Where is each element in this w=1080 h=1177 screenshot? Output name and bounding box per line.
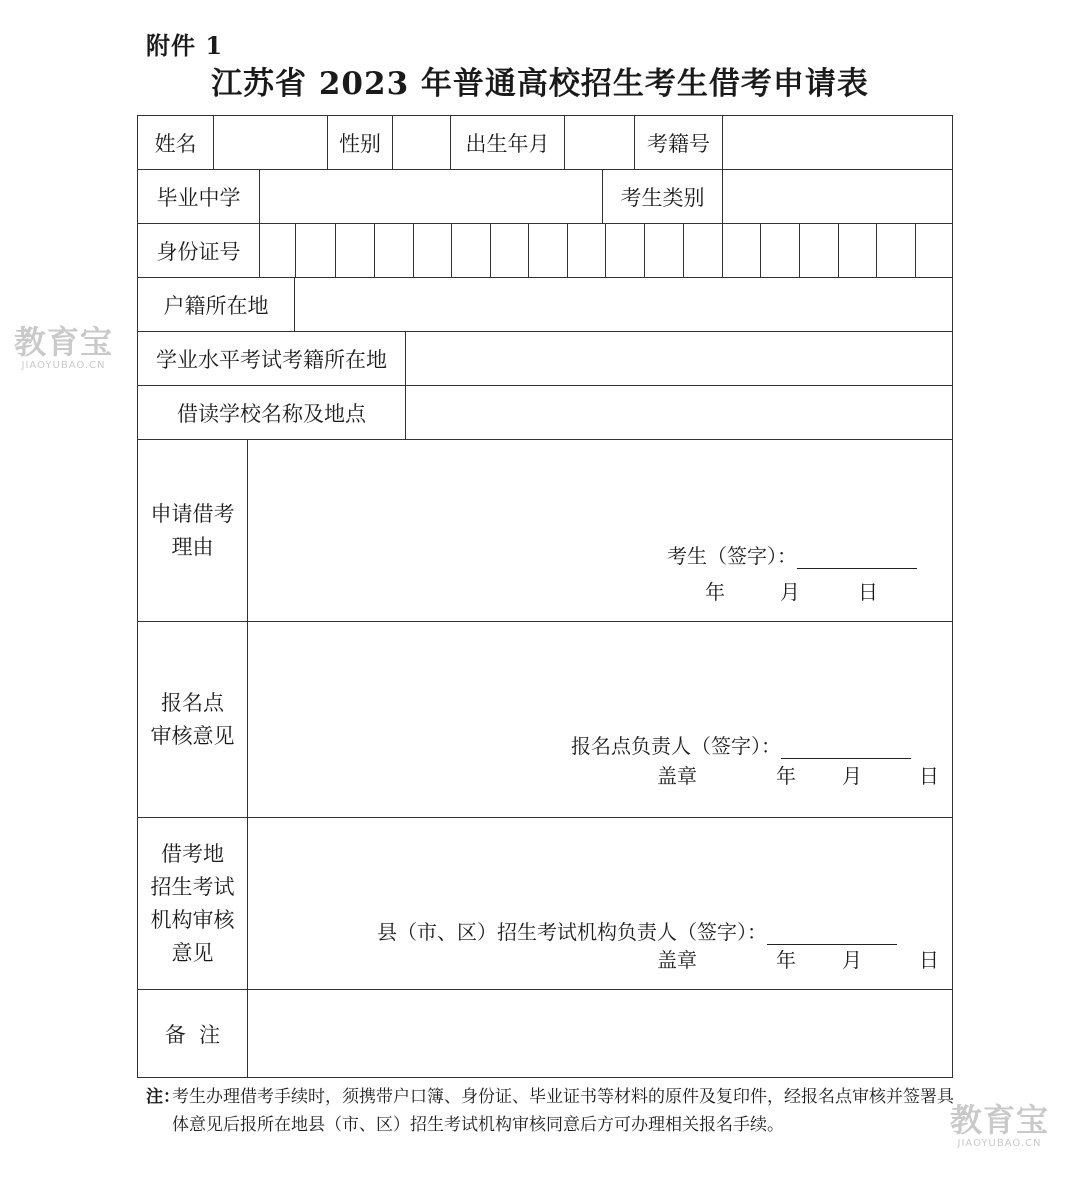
category-label: 考生类别 (603, 170, 723, 223)
id-digit-box[interactable] (800, 224, 839, 277)
row-household (138, 278, 952, 332)
name-label: 姓名 (138, 116, 214, 169)
id-digit-box[interactable] (877, 224, 916, 277)
exam-office-signature-line[interactable] (767, 922, 897, 945)
applicant-signature (667, 540, 917, 569)
exam-office-day: 日 (919, 948, 939, 972)
id-digit-box[interactable] (568, 224, 606, 277)
watermark-domain: JIAOYUBAO.CN (957, 1138, 1042, 1149)
row-exam-office-review (138, 818, 952, 990)
exam-no-field[interactable] (723, 116, 952, 169)
id-digit-box[interactable] (336, 224, 375, 277)
row-school (138, 170, 952, 224)
exam-office-label-line3: 机构审核 (150, 907, 235, 932)
registration-signature-label: 报名点负责人（签字）： (571, 734, 781, 758)
exam-office-month: 月 (842, 948, 862, 972)
registration-year: 年 (776, 764, 796, 788)
academic-registry-label: 学业水平考试考籍所在地 (138, 332, 406, 385)
applicant-signature-label: 考生（签字）： (667, 544, 797, 568)
reason-label-line1: 申请借考 (150, 501, 235, 526)
birth-field[interactable] (565, 116, 635, 169)
id-digit-box[interactable] (529, 224, 568, 277)
id-digit-box[interactable] (296, 224, 336, 277)
reason-label-line2: 理由 (171, 534, 214, 559)
id-digit-box[interactable] (839, 224, 877, 277)
id-number-label: 身份证号 (138, 224, 260, 277)
reason-field[interactable] (248, 440, 952, 621)
id-digit-box[interactable] (491, 224, 529, 277)
id-digit-box[interactable] (375, 224, 414, 277)
registration-label-line2: 审核意见 (150, 723, 235, 748)
exam-office-label-line2: 招生考试 (150, 874, 235, 899)
watermark-domain: JIAOYUBAO.CN (21, 360, 106, 371)
row-borrow-school (138, 386, 952, 440)
id-digit-box[interactable] (723, 224, 761, 277)
remarks-label: 备 注 (138, 990, 248, 1077)
row-registration-review (138, 622, 952, 818)
registration-signature (571, 730, 911, 759)
registration-day: 日 (919, 764, 939, 788)
id-digit-box[interactable] (606, 224, 645, 277)
reason-label (138, 440, 248, 621)
registration-month: 月 (842, 764, 862, 788)
name-field[interactable] (214, 116, 328, 169)
registration-signature-line[interactable] (781, 736, 911, 759)
exam-office-signature (377, 916, 897, 945)
row-remarks (138, 990, 952, 1077)
registration-seal: 盖章 (657, 764, 697, 788)
row-academic-registry (138, 332, 952, 386)
exam-office-label-line4: 意见 (171, 940, 214, 965)
footnote (146, 1083, 956, 1135)
category-field[interactable] (723, 170, 952, 223)
watermark-brand: 教育宝 (950, 1101, 1050, 1139)
exam-no-label: 考籍号 (635, 116, 723, 169)
reason-month: 月 (780, 580, 800, 604)
exam-office-label-line1: 借考地 (161, 841, 224, 866)
reason-day: 日 (858, 580, 878, 604)
household-field[interactable] (295, 278, 952, 331)
id-digit-box[interactable] (452, 224, 491, 277)
id-digit-box[interactable] (260, 224, 296, 277)
row-reason (138, 440, 952, 622)
exam-office-signature-label: 县（市、区）招生考试机构负责人（签字）： (377, 920, 767, 944)
footnote-text: 考生办理借考手续时，须携带户口簿、身份证、毕业证书等材料的原件及复印件，经报名点审核并签署具体意见后报所在地县（市、区）招生考试机构审核同意后方可办理相关报名手续。 (172, 1087, 954, 1135)
id-digit-box[interactable] (414, 224, 452, 277)
borrow-school-field[interactable] (406, 386, 952, 439)
remarks-field[interactable] (248, 990, 952, 1077)
exam-office-seal: 盖章 (657, 948, 697, 972)
application-form (137, 115, 953, 1078)
watermark-brand: 教育宝 (14, 323, 114, 361)
gender-label: 性别 (328, 116, 393, 169)
gender-field[interactable] (393, 116, 451, 169)
reason-year: 年 (705, 580, 725, 604)
id-digit-box[interactable] (684, 224, 723, 277)
row-id-number (138, 224, 952, 278)
school-label: 毕业中学 (138, 170, 260, 223)
attachment-label: 附件 1 (146, 31, 224, 60)
watermark-left (14, 323, 114, 371)
page-title: 江苏省 2023 年普通高校招生考生借考申请表 (211, 66, 869, 102)
household-label: 户籍所在地 (138, 278, 295, 331)
exam-office-year: 年 (776, 948, 796, 972)
footnote-lead: 注： (146, 1087, 180, 1107)
row-basic-info (138, 116, 952, 170)
id-digit-box[interactable] (645, 224, 684, 277)
registration-label (138, 622, 248, 817)
school-field[interactable] (260, 170, 603, 223)
registration-label-line1: 报名点 (161, 690, 224, 715)
exam-office-label (138, 818, 248, 989)
watermark-right (950, 1101, 1050, 1149)
borrow-school-label: 借读学校名称及地点 (138, 386, 406, 439)
id-digit-box[interactable] (761, 224, 800, 277)
applicant-signature-line[interactable] (797, 546, 917, 569)
academic-registry-field[interactable] (406, 332, 952, 385)
id-digit-box[interactable] (916, 224, 952, 277)
birth-label: 出生年月 (451, 116, 565, 169)
